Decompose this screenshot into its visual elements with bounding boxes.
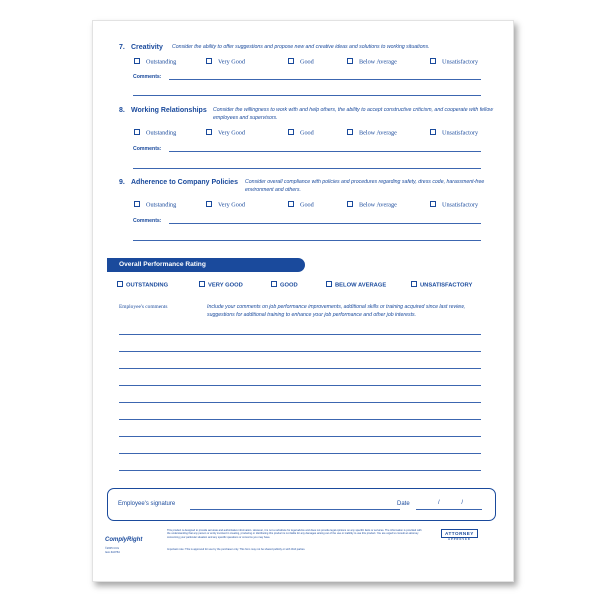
comment-line[interactable] — [133, 95, 481, 96]
comment-line[interactable] — [119, 436, 481, 437]
section-number: 8. — [119, 107, 125, 114]
rating-option[interactable]: Good — [288, 201, 314, 209]
signature-box — [107, 488, 496, 521]
form-page — [92, 20, 514, 582]
checkbox[interactable] — [430, 201, 436, 207]
checkbox[interactable] — [347, 58, 353, 64]
checkbox[interactable] — [134, 129, 140, 135]
attorney-approved-badge — [441, 529, 478, 541]
checkbox[interactable] — [271, 281, 277, 287]
overall-option[interactable]: VERY GOOD — [199, 281, 243, 289]
checkbox[interactable] — [134, 58, 140, 64]
overall-option[interactable]: OUTSTANDING — [117, 281, 168, 289]
comment-line[interactable] — [169, 151, 481, 152]
checkbox[interactable] — [411, 281, 417, 287]
comment-line[interactable] — [169, 223, 481, 224]
checkbox[interactable] — [347, 201, 353, 207]
rating-option[interactable]: Unsatisfactory — [430, 201, 478, 209]
section-number: 7. — [119, 44, 125, 51]
comment-line[interactable] — [119, 470, 481, 471]
overall-option[interactable]: GOOD — [271, 281, 298, 289]
important-note: Important note: This is approved for use by the purchaser only. This form may not be shared publicly or with third parties. — [167, 548, 306, 551]
rating-option[interactable]: Very Good — [206, 58, 245, 66]
rating-option[interactable]: Good — [288, 58, 314, 66]
comment-line[interactable] — [119, 419, 481, 420]
comments-label: Comments: — [133, 74, 162, 80]
signature-line[interactable] — [190, 509, 400, 510]
checkbox[interactable] — [430, 58, 436, 64]
rating-option[interactable]: Very Good — [206, 201, 245, 209]
badge-line-1: ATTORNEY — [441, 529, 478, 538]
date-label: Date — [397, 501, 410, 507]
badge-line-2: APPROVED — [448, 538, 471, 541]
section-number: 9. — [119, 179, 125, 186]
complyright-logo: ComplyRight — [105, 537, 143, 543]
rating-option[interactable]: Outstanding — [134, 201, 176, 209]
comment-line[interactable] — [133, 168, 481, 169]
comment-line[interactable] — [119, 402, 481, 403]
checkbox[interactable] — [134, 201, 140, 207]
checkbox[interactable] — [206, 201, 212, 207]
rating-option[interactable]: Outstanding — [134, 129, 176, 137]
comment-line[interactable] — [119, 334, 481, 335]
section-title: Creativity — [131, 44, 163, 51]
rating-option[interactable]: Good — [288, 129, 314, 137]
checkbox[interactable] — [288, 58, 294, 64]
comment-line[interactable] — [119, 385, 481, 386]
employee-comments-label: Employee's comments — [119, 304, 168, 310]
rating-option[interactable]: Below Average — [347, 129, 397, 137]
checkbox[interactable] — [206, 129, 212, 135]
overall-rating-title: Overall Performance Rating — [119, 261, 206, 268]
comment-line[interactable] — [133, 240, 481, 241]
rating-option[interactable]: Unsatisfactory — [430, 58, 478, 66]
comment-line[interactable] — [119, 368, 481, 369]
rating-option[interactable]: Very Good — [206, 129, 245, 137]
section-description: Consider the ability to offer suggestions and propose new and creative ideas and solutions to working situations. — [172, 44, 430, 50]
checkbox[interactable] — [199, 281, 205, 287]
rating-option[interactable]: Unsatisfactory — [430, 129, 478, 137]
employee-comments-instructions: Include your comments on job performance improvements, additional skills or training acquired since last review, suggestions for additional training to enhance your job performance and other job interests. — [207, 304, 466, 318]
date-line[interactable] — [416, 509, 482, 510]
overall-rating-header — [107, 258, 305, 272]
rating-option[interactable]: Below Average — [347, 58, 397, 66]
comment-line[interactable] — [119, 453, 481, 454]
comments-label: Comments: — [133, 146, 162, 152]
overall-option[interactable]: UNSATISFACTORY — [411, 281, 472, 289]
comment-line[interactable] — [169, 79, 481, 80]
comments-label: Comments: — [133, 218, 162, 224]
checkbox[interactable] — [288, 201, 294, 207]
checkbox[interactable] — [347, 129, 353, 135]
section-description: Consider overall compliance with policies and procedures regarding safety, dress code, harassment-free environment and others. — [245, 179, 485, 193]
section-title: Adherence to Company Policies — [131, 179, 238, 186]
section-title: Working Relationships — [131, 107, 207, 114]
disclaimer: This product is designed to provide accurate and authoritative information. However, it is not a substitute for legal advice and does not provide legal opinions on any specific facts or services. The information is provided with the understanding that any person or entity involved in creating, producing or distributing this product is not liable for any damages arising out of the use or inability to use this product. You are urged to consult an attorney concerning your particular situation and any specific questions or concerns you may have. — [167, 529, 422, 539]
comment-line[interactable] — [119, 351, 481, 352]
date-slashes: / / — [438, 500, 474, 506]
rating-option[interactable]: Outstanding — [134, 58, 176, 66]
form-number: Item #A0764 — [105, 551, 120, 554]
checkbox[interactable] — [430, 129, 436, 135]
checkbox[interactable] — [117, 281, 123, 287]
checkbox[interactable] — [326, 281, 332, 287]
section-description: Consider the willingness to work with and help others, the ability to accept constructive criticism, and cooperate with fellow employees and supervisors. — [213, 107, 493, 121]
copyright: ©2005 CCG — [105, 547, 120, 550]
checkbox[interactable] — [206, 58, 212, 64]
rating-option[interactable]: Below Average — [347, 201, 397, 209]
overall-option[interactable]: BELOW AVERAGE — [326, 281, 386, 289]
checkbox[interactable] — [288, 129, 294, 135]
signature-label: Employee's signature — [118, 501, 176, 507]
